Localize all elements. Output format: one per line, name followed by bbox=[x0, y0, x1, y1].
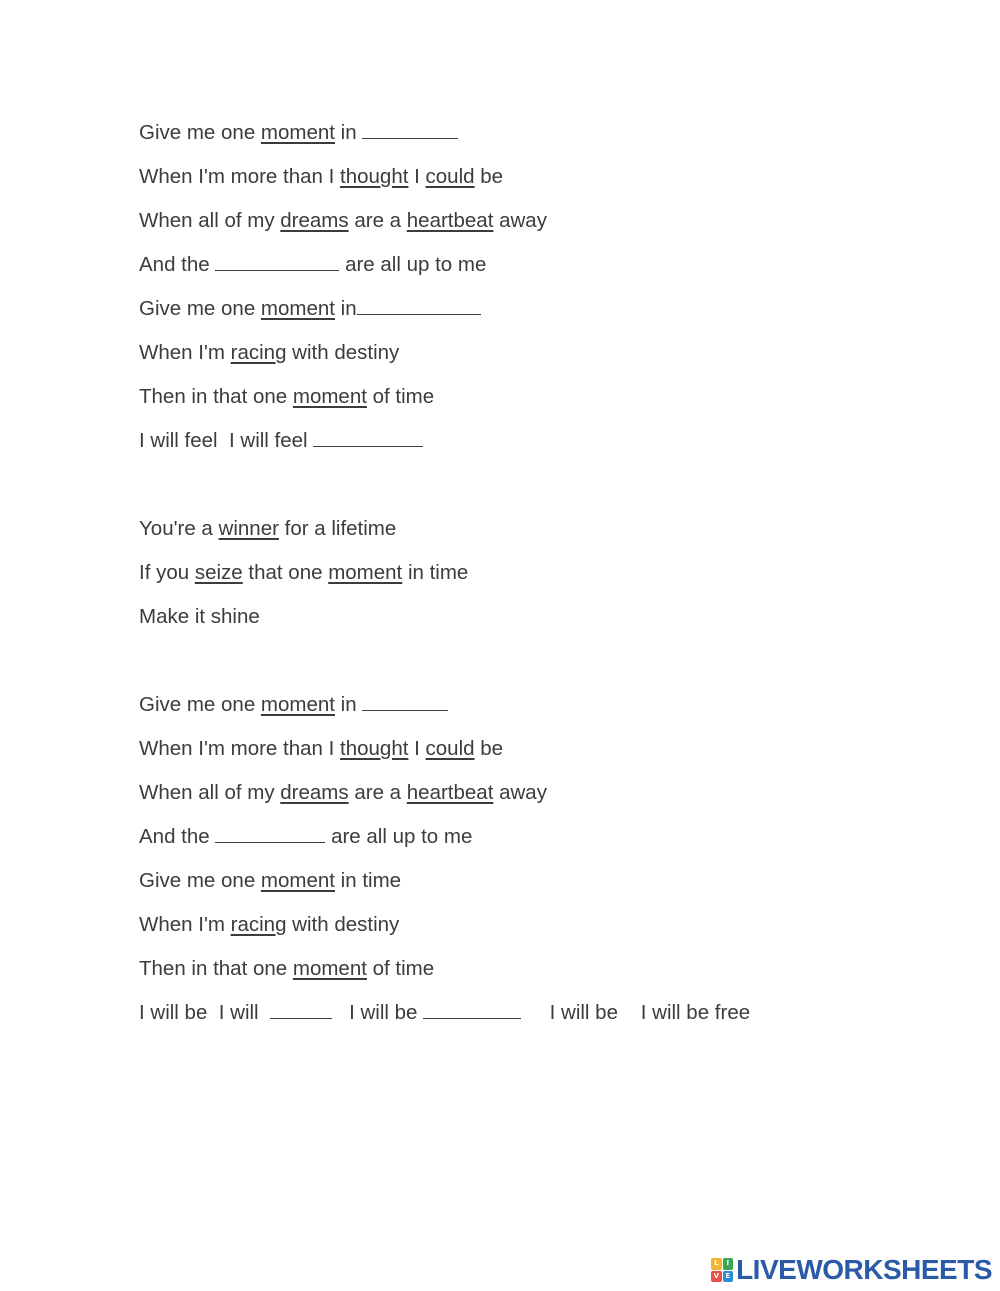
lyric-text: be bbox=[474, 737, 504, 760]
lyric-text: I will feel I will feel bbox=[139, 429, 314, 452]
lyric-text: in time bbox=[402, 561, 469, 584]
underlined-word: could bbox=[425, 165, 475, 188]
lyric-text: in time bbox=[334, 869, 402, 892]
lyric-text: Give me one bbox=[139, 693, 261, 716]
answer-blank[interactable] bbox=[362, 690, 448, 711]
lyric-text: When I'm bbox=[139, 913, 231, 936]
liveworksheets-logo-text: LIVEWORKSHEETS bbox=[736, 1254, 992, 1285]
lyric-line bbox=[139, 778, 979, 822]
lyric-line bbox=[139, 602, 979, 646]
lyric-text: are a bbox=[348, 781, 407, 804]
logo-mark-tile: L bbox=[711, 1258, 722, 1270]
underlined-word: moment bbox=[328, 561, 403, 584]
liveworksheets-logo bbox=[711, 1255, 992, 1285]
answer-blank[interactable] bbox=[270, 998, 332, 1019]
lyric-text: Make it shine bbox=[139, 605, 260, 628]
underlined-word: seize bbox=[194, 561, 243, 584]
lyric-text: I will be bbox=[332, 1001, 424, 1024]
underlined-word: moment bbox=[292, 385, 367, 408]
underlined-word: moment bbox=[260, 121, 335, 144]
lyric-text: When all of my bbox=[139, 209, 281, 232]
lyric-text: of time bbox=[366, 957, 435, 980]
underlined-word: heartbeat bbox=[406, 781, 494, 804]
lyric-text: with destiny bbox=[286, 913, 400, 936]
underlined-word: moment bbox=[260, 693, 335, 716]
lyric-text: I will be I will be free bbox=[521, 1001, 751, 1024]
lyric-text: Give me one bbox=[139, 869, 261, 892]
underlined-word: could bbox=[425, 737, 475, 760]
lyric-text: When I'm bbox=[139, 341, 231, 364]
lyric-text: I will be I will bbox=[139, 1001, 270, 1024]
lyric-text: When I'm more than I bbox=[139, 737, 341, 760]
lyric-line bbox=[139, 426, 979, 470]
verse-block bbox=[139, 118, 979, 470]
lyric-line bbox=[139, 822, 979, 866]
lyric-text: are all up to me bbox=[325, 825, 473, 848]
lyric-text: in bbox=[334, 121, 363, 144]
lyric-text: away bbox=[493, 209, 547, 232]
underlined-word: thought bbox=[340, 165, 409, 188]
logo-mark-tile: V bbox=[711, 1271, 722, 1283]
lyric-text: for a lifetime bbox=[278, 517, 397, 540]
underlined-word: racing bbox=[230, 341, 287, 364]
lyric-text: Give me one bbox=[139, 297, 261, 320]
lyric-text: And the bbox=[139, 253, 216, 276]
answer-blank[interactable] bbox=[357, 294, 481, 315]
underlined-word: dreams bbox=[280, 781, 349, 804]
lyric-line bbox=[139, 514, 979, 558]
lyric-line bbox=[139, 998, 979, 1042]
lyric-text: If you bbox=[139, 561, 195, 584]
lyric-line bbox=[139, 558, 979, 602]
lyric-text: Then in that one bbox=[139, 957, 293, 980]
lyric-line bbox=[139, 162, 979, 206]
lyric-text: that one bbox=[242, 561, 329, 584]
answer-blank[interactable] bbox=[215, 822, 325, 843]
lyric-text: Give me one bbox=[139, 121, 261, 144]
lyric-text: When I'm more than I bbox=[139, 165, 341, 188]
lyric-text: Then in that one bbox=[139, 385, 293, 408]
lyric-text: of time bbox=[366, 385, 435, 408]
lyric-line bbox=[139, 734, 979, 778]
lyric-text: I bbox=[408, 165, 426, 188]
underlined-word: racing bbox=[230, 913, 287, 936]
underlined-word: heartbeat bbox=[406, 209, 494, 232]
lyric-line bbox=[139, 206, 979, 250]
lyric-text: with destiny bbox=[286, 341, 400, 364]
lyric-line bbox=[139, 382, 979, 426]
underlined-word: moment bbox=[292, 957, 367, 980]
underlined-word: moment bbox=[260, 297, 335, 320]
lyrics-worksheet bbox=[139, 118, 979, 1042]
answer-blank[interactable] bbox=[423, 998, 521, 1019]
lyric-text: When all of my bbox=[139, 781, 281, 804]
lyric-line bbox=[139, 250, 979, 294]
answer-blank[interactable] bbox=[313, 426, 423, 447]
underlined-word: winner bbox=[218, 517, 279, 540]
lyric-text: are a bbox=[348, 209, 407, 232]
lyric-line bbox=[139, 690, 979, 734]
lyric-text: be bbox=[474, 165, 504, 188]
underlined-word: dreams bbox=[280, 209, 349, 232]
lyric-line bbox=[139, 338, 979, 382]
lyric-line bbox=[139, 954, 979, 998]
lyric-text: I bbox=[408, 737, 426, 760]
lyric-text: are all up to me bbox=[339, 253, 487, 276]
lyric-text: away bbox=[493, 781, 547, 804]
lyric-line bbox=[139, 866, 979, 910]
lyric-text: You're a bbox=[139, 517, 219, 540]
answer-blank[interactable] bbox=[362, 118, 458, 139]
lyric-line bbox=[139, 294, 979, 338]
logo-mark-tile: I bbox=[723, 1258, 734, 1270]
underlined-word: moment bbox=[260, 869, 335, 892]
verse-block bbox=[139, 514, 979, 646]
logo-mark-tile: E bbox=[723, 1271, 734, 1283]
lyric-text: in bbox=[334, 297, 357, 320]
underlined-word: thought bbox=[340, 737, 409, 760]
verse-block bbox=[139, 690, 979, 1042]
answer-blank[interactable] bbox=[215, 250, 339, 271]
lyric-line bbox=[139, 910, 979, 954]
lyric-text: And the bbox=[139, 825, 216, 848]
lyric-line bbox=[139, 118, 979, 162]
liveworksheets-logo-icon bbox=[711, 1258, 733, 1282]
lyric-text: in bbox=[334, 693, 363, 716]
